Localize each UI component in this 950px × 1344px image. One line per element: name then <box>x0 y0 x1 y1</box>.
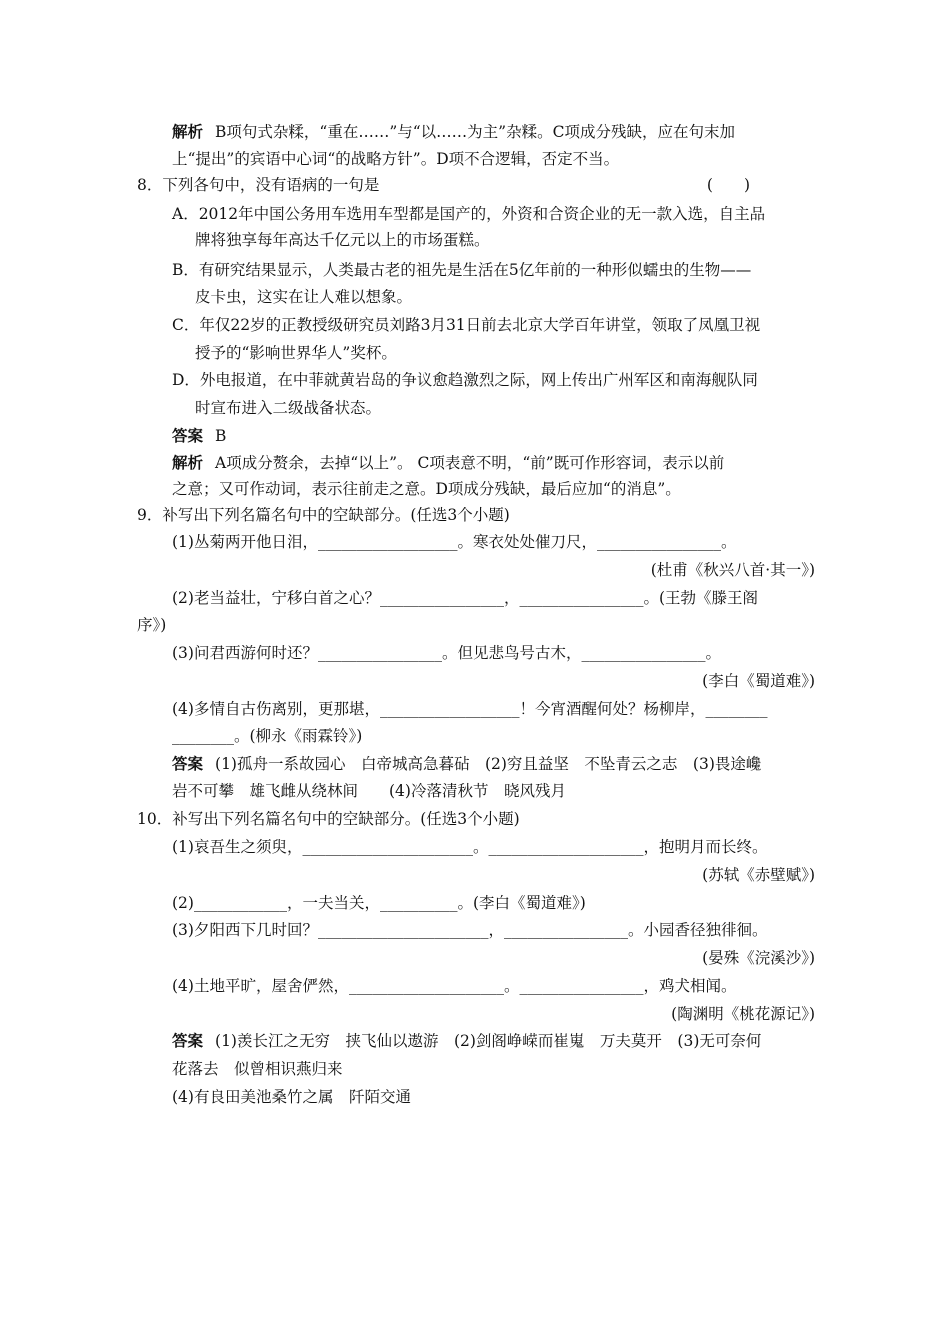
q9-stem: 9．补写出下列名篇名句中的空缺部分。(任选3个小题) <box>137 506 510 524</box>
q10-item-3-source: (晏殊《浣溪沙》) <box>702 949 815 967</box>
analysis-label: 解析 <box>172 123 204 141</box>
q10-answer-line-3: (4)有良田美池桑竹之属 阡陌交通 <box>172 1088 411 1106</box>
q8-option-b-line-2: 皮卡虫，这实在让人难以想象。 <box>195 288 413 306</box>
q10-item-2: (2)____________，一夫当关，__________。(李白《蜀道难》) <box>172 894 586 912</box>
q7-analysis-line-1: 解析 B项句式杂糅，“重在……”与“以……为主”杂糅。C项成分残缺，应在句末加 <box>172 123 735 141</box>
q9-answer-line-2: 岩不可攀 雄飞雌从绕林间 (4)冷落清秋节 晓风残月 <box>172 782 566 800</box>
answer-label: 答案 <box>172 1032 204 1050</box>
q9-item-1: (1)丛菊两开他日泪，__________________。寒衣处处催刀尺，________________。 <box>172 533 737 551</box>
q8-option-c-line-2: 授予的“影响世界华人”奖杯。 <box>195 344 397 362</box>
q10-answer-line-1: 答案 (1)羡长江之无穷 挟飞仙以遨游 (2)剑阁峥嵘而崔嵬 万夫莫开 (3)无可奈何 <box>172 1032 762 1050</box>
answer-label: 答案 <box>172 755 204 773</box>
q8-answer: 答案 B <box>172 427 227 445</box>
answer-label: 答案 <box>172 427 204 445</box>
q7-analysis-line-2: 上“提出”的宾语中心词“的战略方针”。D项不合逻辑，否定不当。 <box>172 150 620 168</box>
q8-option-b-line-1: B．有研究结果显示，人类最古老的祖先是生活在5亿年前的一种形似蠕虫的生物—— <box>172 261 752 279</box>
q8-stem: 8．下列各句中，没有语病的一句是 <box>137 176 380 194</box>
q9-answer-line-1: 答案 (1)孤舟一系故园心 白帝城高急暮砧 (2)穷且益坚 不坠青云之志 (3)畏途巉 <box>172 755 762 773</box>
q8-analysis-line-1: 解析 A项成分赘余，去掉“以上”。 C项表意不明，“前”既可作形容词，表示以前 <box>172 454 725 472</box>
q10-item-1: (1)哀吾生之须臾，______________________。____________________，抱明月而长终。 <box>172 838 768 856</box>
q9-item-4-line-1: (4)多情自古伤离别，更那堪，__________________！今宵酒醒何处？杨柳岸，________ <box>172 700 768 718</box>
q9-item-2-line-2: 序》) <box>137 616 167 634</box>
q9-item-2-line-1: (2)老当益壮，宁移白首之心？________________，________________。(王勃《滕王阁 <box>172 589 759 607</box>
q10-item-4: (4)土地平旷，屋舍俨然，____________________。________________，鸡犬相闻。 <box>172 977 737 995</box>
q8-option-a-line-1: A．2012年中国公务用车选用车型都是国产的，外资和合资企业的无一款入选，自主品 <box>172 205 766 223</box>
q10-item-4-source: (陶渊明《桃花源记》) <box>671 1005 815 1023</box>
q10-stem: 10．补写出下列名篇名句中的空缺部分。(任选3个小题) <box>137 810 520 828</box>
q8-option-d-line-2: 时宣布进入二级战备状态。 <box>195 399 382 417</box>
q9-item-3: (3)问君西游何时还？________________。但见悲鸟号古木，________________。 <box>172 644 721 662</box>
q10-answer-line-2: 花落去 似曾相识燕归来 <box>172 1060 343 1078</box>
q8-analysis-line-2: 之意；又可作动词，表示往前走之意。D项成分残缺，最后应加“的消息”。 <box>172 480 681 498</box>
q8-answer-parentheses: ( ) <box>706 176 750 194</box>
q10-item-1-source: (苏轼《赤壁赋》) <box>702 866 815 884</box>
q8-option-a-line-2: 牌将独享每年高达千亿元以上的市场蛋糕。 <box>195 231 490 249</box>
q10-item-3: (3)夕阳西下几时回？______________________，________________。小园香径独徘徊。 <box>172 921 768 939</box>
q8-option-c-line-1: C．年仅22岁的正教授级研究员刘路3月31日前去北京大学百年讲堂，领取了凤凰卫视 <box>172 316 761 334</box>
analysis-label: 解析 <box>172 454 204 472</box>
q9-item-1-source: (杜甫《秋兴八首·其一》) <box>650 561 815 579</box>
q9-item-3-source: (李白《蜀道难》) <box>702 672 815 690</box>
q8-option-d-line-1: D．外电报道，在中菲就黄岩岛的争议愈趋激烈之际，网上传出广州军区和南海舰队同 <box>172 371 758 389</box>
q9-item-4-line-2: ________。(柳永《雨霖铃》) <box>172 727 363 745</box>
